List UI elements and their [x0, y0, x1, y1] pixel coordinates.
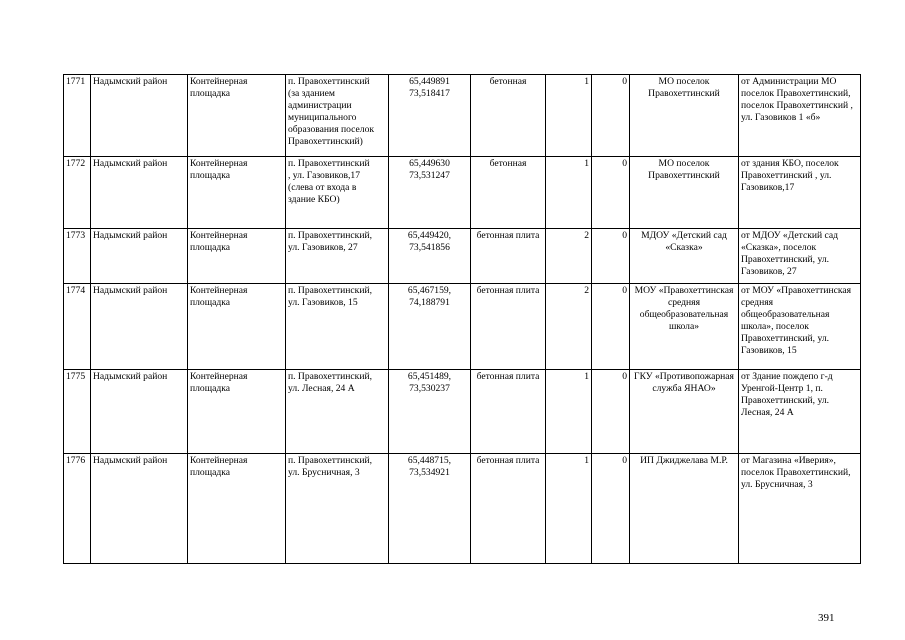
- table-row: [64, 370, 861, 454]
- owner-cell: МОУ «Правохеттинская средняя общеобразовательная школа»: [630, 284, 739, 370]
- coordinates-cell: 65,449891 73,518417: [389, 75, 471, 157]
- surface-cell: бетонная: [471, 75, 546, 157]
- owner-cell: МДОУ «Детский сад «Сказка»: [630, 229, 739, 284]
- container-count-cell: 1: [546, 370, 592, 454]
- row-number-cell: 1771: [64, 75, 91, 157]
- site-type-cell: Контейнерная площадка: [188, 284, 286, 370]
- address-cell: п. Правохеттинский, ул. Лесная, 24 А: [286, 370, 389, 454]
- owner-cell: МО поселок Правохеттинский: [630, 75, 739, 157]
- owner-cell: МО поселок Правохеттинский: [630, 157, 739, 229]
- row-number-cell: 1773: [64, 229, 91, 284]
- container-count-cell: 1: [546, 454, 592, 564]
- coordinates-cell: 65,467159, 74,188791: [389, 284, 471, 370]
- volume-cell: 0: [592, 157, 630, 229]
- address-cell: п. Правохеттинский, ул. Газовиков, 27: [286, 229, 389, 284]
- volume-cell: 0: [592, 229, 630, 284]
- volume-cell: 0: [592, 284, 630, 370]
- page-number: 391: [818, 612, 835, 624]
- coordinates-cell: 65,448715, 73,534921: [389, 454, 471, 564]
- site-type-cell: Контейнерная площадка: [188, 75, 286, 157]
- surface-cell: бетонная плита: [471, 229, 546, 284]
- address-cell: п. Правохеттинский, ул. Газовиков, 15: [286, 284, 389, 370]
- table-row: [64, 157, 861, 229]
- waste-source-cell: от МОУ «Правохеттинская средняя общеобразовательная школа», поселок Правохеттинский, ул. Газовиков, 15: [739, 284, 861, 370]
- district-cell: Надымский район: [91, 454, 188, 564]
- volume-cell: 0: [592, 454, 630, 564]
- volume-cell: 0: [592, 370, 630, 454]
- address-cell: п. Правохеттинский , ул. Газовиков,17 (слева от входа в здание КБО): [286, 157, 389, 229]
- surface-cell: бетонная плита: [471, 370, 546, 454]
- row-number-cell: 1774: [64, 284, 91, 370]
- waste-source-cell: от Здание пождепо г-д Уренгой-Центр 1, п. Правохеттинский, ул. Лесная, 24 А: [739, 370, 861, 454]
- site-type-cell: Контейнерная площадка: [188, 229, 286, 284]
- coordinates-cell: 65,449630 73,531247: [389, 157, 471, 229]
- container-count-cell: 2: [546, 284, 592, 370]
- surface-cell: бетонная плита: [471, 454, 546, 564]
- district-cell: Надымский район: [91, 284, 188, 370]
- row-number-cell: 1772: [64, 157, 91, 229]
- site-type-cell: Контейнерная площадка: [188, 454, 286, 564]
- waste-source-cell: от здания КБО, поселок Правохеттинский , ул. Газовиков,17: [739, 157, 861, 229]
- waste-source-cell: от Магазина «Иверия», поселок Правохеттинский, ул. Брусничная, 3: [739, 454, 861, 564]
- district-cell: Надымский район: [91, 229, 188, 284]
- district-cell: Надымский район: [91, 157, 188, 229]
- coordinates-cell: 65,449420, 73,541856: [389, 229, 471, 284]
- district-cell: Надымский район: [91, 75, 188, 157]
- address-cell: п. Правохеттинский, ул. Брусничная, 3: [286, 454, 389, 564]
- row-number-cell: 1776: [64, 454, 91, 564]
- owner-cell: ИП Джиджелава М.Р.: [630, 454, 739, 564]
- coordinates-cell: 65,451489, 73,530237: [389, 370, 471, 454]
- table-row: [64, 284, 861, 370]
- site-type-cell: Контейнерная площадка: [188, 370, 286, 454]
- waste-source-cell: от Администрации МО поселок Правохеттинский, поселок Правохеттинский , ул. Газовиков 1 «б»: [739, 75, 861, 157]
- district-cell: Надымский район: [91, 370, 188, 454]
- owner-cell: ГКУ «Противопожарная служба ЯНАО»: [630, 370, 739, 454]
- table-row: [64, 229, 861, 284]
- surface-cell: бетонная плита: [471, 284, 546, 370]
- volume-cell: 0: [592, 75, 630, 157]
- address-cell: п. Правохеттинский (за зданием администрации муниципального образования поселок Правохеттинский): [286, 75, 389, 157]
- container-count-cell: 1: [546, 75, 592, 157]
- waste-source-cell: от МДОУ «Детский сад «Сказка», поселок Правохеттинский, ул. Газовиков, 27: [739, 229, 861, 284]
- container-count-cell: 1: [546, 157, 592, 229]
- row-number-cell: 1775: [64, 370, 91, 454]
- surface-cell: бетонная: [471, 157, 546, 229]
- container-count-cell: 2: [546, 229, 592, 284]
- table-body: [64, 75, 861, 564]
- table-row: [64, 454, 861, 564]
- waste-sites-table: [63, 74, 861, 564]
- site-type-cell: Контейнерная площадка: [188, 157, 286, 229]
- table-row: [64, 75, 861, 157]
